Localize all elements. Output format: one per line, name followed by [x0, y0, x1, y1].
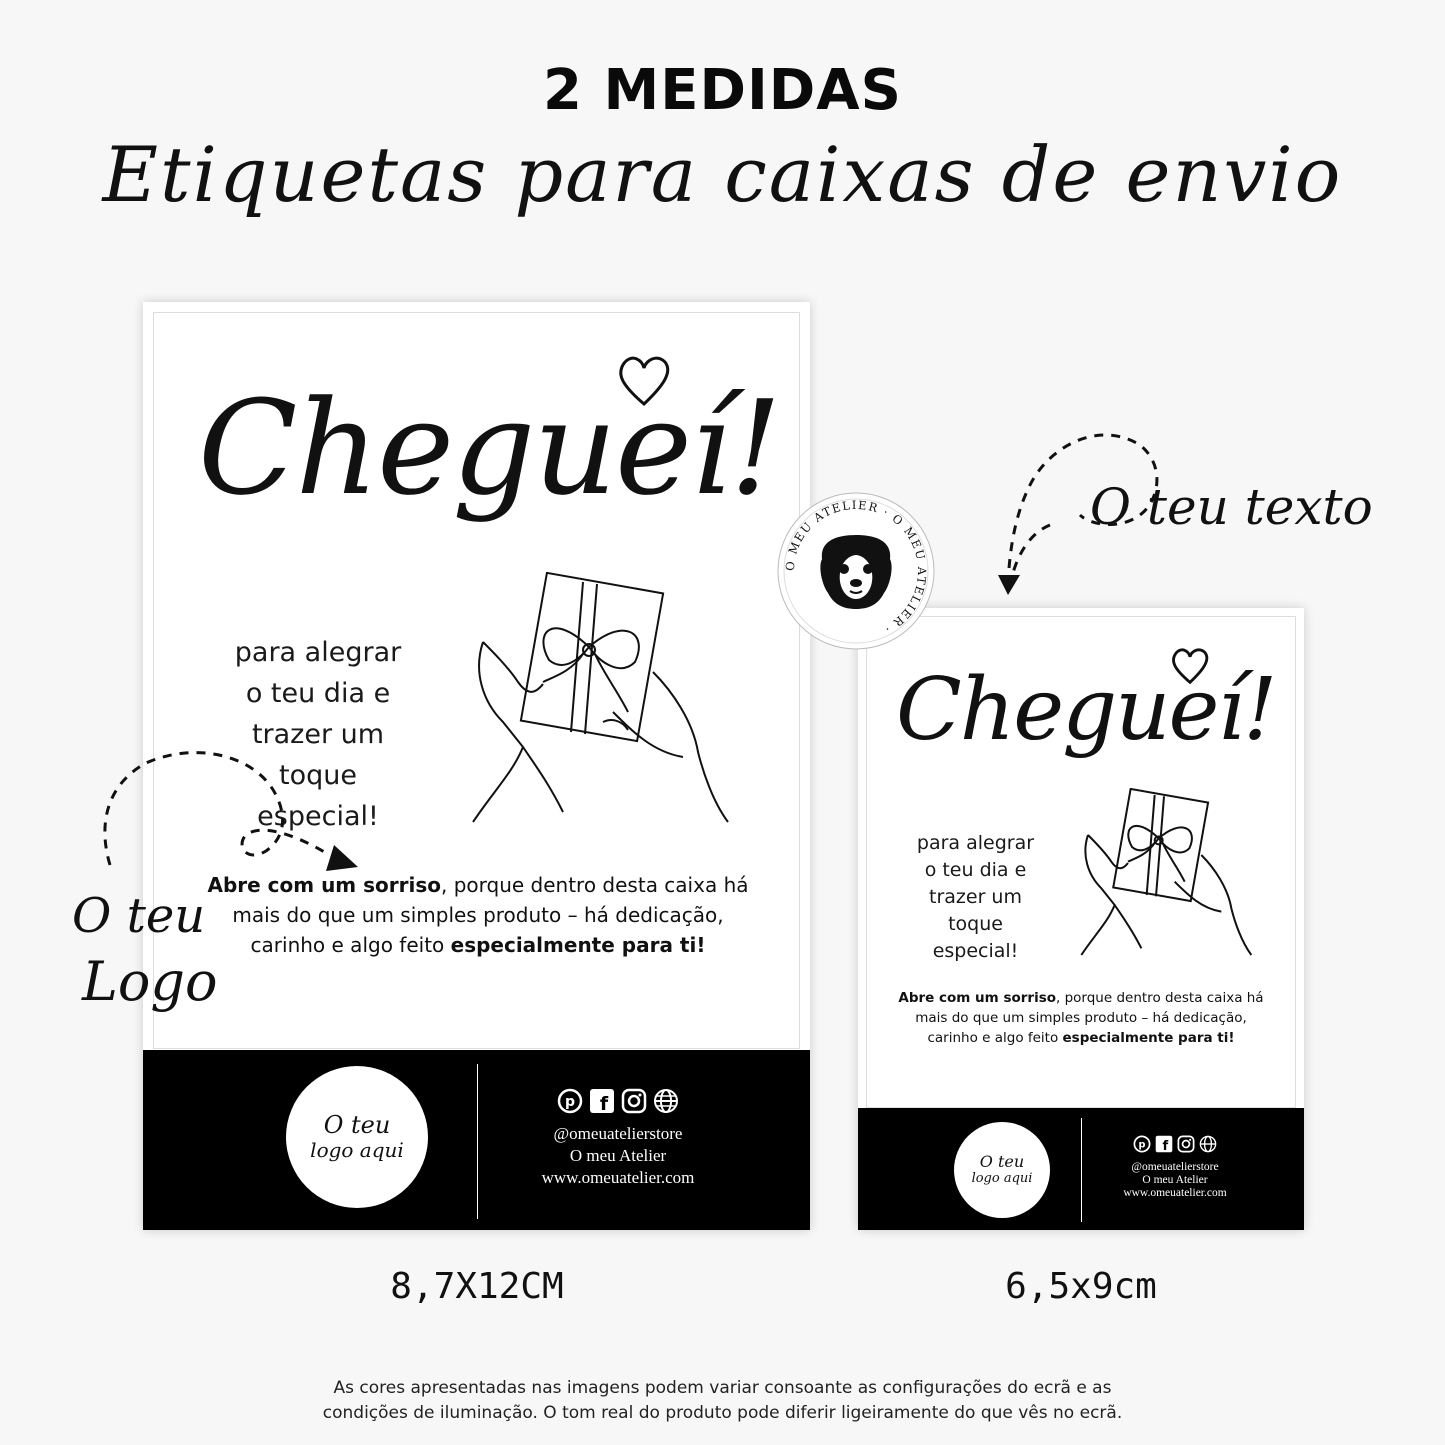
gift-hands-illustration [453, 572, 753, 832]
dog-logo-icon [816, 531, 896, 611]
svg-text:p: p [1138, 1139, 1146, 1151]
logo-placeholder-line: logo aqui [971, 1170, 1033, 1186]
subtitle: Etiquetas para caixas de envio [102, 130, 1343, 219]
footer-divider [477, 1064, 478, 1219]
gift-hands-illustration [1068, 788, 1268, 962]
logo-note-line1: O teu [72, 888, 206, 944]
tagline-line: o teu dia e [245, 678, 391, 709]
card-title: Chegueí! [896, 660, 1276, 760]
social-icons [1090, 1135, 1260, 1153]
contact-block [493, 1088, 743, 1188]
card-body [203, 870, 753, 960]
tagline-line: toque [948, 913, 1003, 935]
card-body [898, 988, 1264, 1048]
card-tagline [898, 830, 1053, 965]
tagline-line: para alegrar [916, 832, 1035, 854]
headline: 2 MEDIDAS [543, 58, 902, 123]
facebook-icon[interactable] [1155, 1135, 1173, 1153]
svg-text:f: f [599, 1093, 609, 1114]
logo-note-line2: Logo [82, 950, 218, 1013]
body-middle: , porque dentro desta caixa há mais do que um simples produto – há dedicação, carinho e algo feito [232, 873, 749, 957]
logo-placeholder-line: O teu [323, 1110, 391, 1139]
brand-stamp [774, 489, 938, 653]
contact-website[interactable]: www.omeuatelier.com [541, 1168, 695, 1187]
size-label-large: 8,7X12CM [390, 1266, 564, 1307]
contact-handle[interactable]: @omeuatelierstore [553, 1124, 683, 1143]
contact-block [1090, 1135, 1260, 1199]
tagline-line: trazer um [251, 719, 385, 750]
label-card-small [858, 608, 1304, 1230]
tagline-line: trazer um [929, 886, 1022, 908]
svg-text:f: f [1162, 1139, 1169, 1153]
tagline-line: para alegrar [234, 637, 402, 668]
size-label-small: 6,5x9cm [1005, 1266, 1157, 1307]
logo-note-arrow [96, 745, 376, 880]
body-bold-end: especialmente para ti! [1062, 1030, 1235, 1046]
tagline-line: especial! [932, 940, 1019, 962]
contact-website[interactable]: www.omeuatelier.com [1123, 1187, 1227, 1199]
body-bold-end: especialmente para ti! [450, 933, 706, 957]
tagline-line: especial! [257, 801, 379, 832]
disclaimer [0, 1376, 1445, 1426]
instagram-icon[interactable] [621, 1088, 647, 1114]
tagline-line: o teu dia e [924, 859, 1027, 881]
pinterest-icon[interactable] [557, 1088, 583, 1114]
tagline-line: toque [279, 760, 357, 791]
disclaimer-line: condições de iluminação. O tom real do produto pode diferir ligeiramente do que vês no ecrã. [322, 1403, 1123, 1423]
text-note-label: O teu texto [1090, 478, 1373, 536]
card-title: Chegueí! [198, 372, 780, 524]
logo-placeholder-line: logo aqui [310, 1138, 404, 1163]
globe-icon[interactable] [1199, 1135, 1217, 1153]
globe-icon[interactable] [653, 1088, 679, 1114]
pinterest-icon[interactable] [1133, 1135, 1151, 1153]
svg-text:p: p [564, 1094, 576, 1110]
body-bold-start: Abre com um sorriso [207, 873, 441, 897]
instagram-icon[interactable] [1177, 1135, 1195, 1153]
stamp-ring-text: O MEU ATELIER · O MEU ATELIER · [782, 497, 930, 637]
facebook-icon[interactable] [589, 1088, 615, 1114]
logo-placeholder-line: O teu [979, 1152, 1025, 1172]
logo-placeholder [954, 1122, 1050, 1218]
footer-divider [1081, 1118, 1082, 1222]
card-footer [143, 1050, 810, 1230]
logo-placeholder [286, 1066, 428, 1208]
body-bold-start: Abre com um sorriso [898, 990, 1057, 1006]
contact-store-name: O meu Atelier [569, 1146, 667, 1165]
social-icons [493, 1088, 743, 1114]
card-footer [858, 1108, 1304, 1230]
contact-handle[interactable]: @omeuatelierstore [1131, 1161, 1219, 1173]
body-middle: , porque dentro desta caixa há mais do que um simples produto – há dedicação, carinho e algo feito [915, 990, 1264, 1046]
disclaimer-line: As cores apresentadas nas imagens podem variar consoante as configurações do ecrã e as [333, 1378, 1112, 1398]
contact-store-name: O meu Atelier [1142, 1174, 1208, 1186]
